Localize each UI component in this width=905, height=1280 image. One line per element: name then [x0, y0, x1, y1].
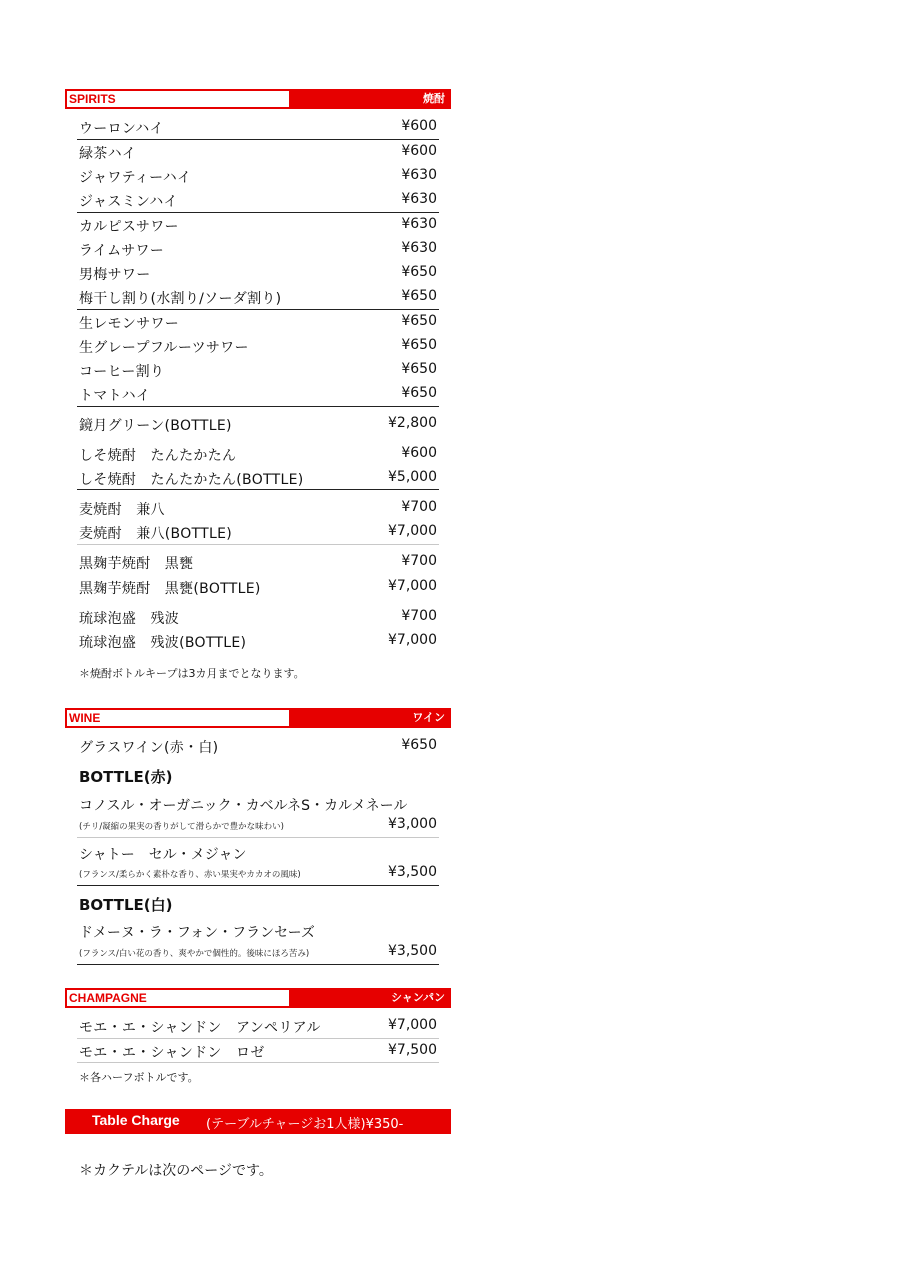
item-name: ジャスミンハイ: [79, 194, 178, 210]
item-name: 生レモンサワー: [79, 316, 180, 332]
wine-name: ドメーヌ・ラ・フォン・フランセーズ: [79, 925, 315, 941]
menu-item: [77, 335, 439, 359]
menu-item: [77, 735, 439, 759]
item-name: コーヒー割り: [79, 364, 165, 380]
menu-item: [77, 413, 439, 437]
item-price: ¥650: [401, 737, 437, 753]
menu-item: [77, 262, 439, 286]
item-name: ウーロンハイ: [79, 121, 164, 137]
item-name: 生グレープフルーツサワー: [79, 340, 249, 356]
item-price: ¥600: [401, 143, 437, 159]
item-name: カルピスサワー: [79, 219, 179, 235]
item-name: 黒麹芋焼酎 黒甕: [79, 556, 194, 572]
menu-item: [77, 165, 439, 189]
wine-title-jp: ワイン: [412, 711, 445, 724]
menu-item: [77, 1015, 439, 1039]
wine-name: シャトー セル・メジャン: [79, 847, 247, 863]
item-price: ¥7,000: [388, 632, 437, 648]
table-charge-bar: [65, 1109, 451, 1134]
item-price: ¥630: [401, 216, 437, 232]
menu-item: [77, 630, 439, 654]
item-name: 梅干し割り(水割り/ソーダ割り): [79, 291, 282, 307]
divider: [77, 544, 439, 545]
item-price: ¥2,800: [388, 415, 437, 431]
menu-item: [77, 467, 439, 491]
menu-item: [77, 551, 439, 575]
divider: [77, 964, 439, 965]
divider: [77, 212, 439, 213]
spirits-title-en: SPIRITS: [67, 91, 289, 107]
item-price: ¥630: [401, 167, 437, 183]
item-name: 鏡月グリーン(BOTTLE): [79, 418, 232, 434]
item-price: ¥7,000: [388, 523, 437, 539]
item-name: 琉球泡盛 残波: [79, 611, 180, 627]
item-name: しそ焼酎 たんたかたん(BOTTLE): [79, 472, 304, 488]
menu-item: [77, 238, 439, 262]
item-price: ¥700: [401, 608, 437, 624]
white-bottle-heading: BOTTLE(白): [79, 896, 173, 914]
item-name: ライムサワー: [79, 243, 165, 259]
menu-item: [77, 443, 439, 467]
item-name: モエ・エ・シャンドン ロゼ: [79, 1045, 265, 1061]
spirits-header: [65, 89, 451, 109]
table-charge-label: Table Charge: [92, 1112, 180, 1128]
menu-item: [77, 286, 439, 310]
divider: [77, 885, 439, 886]
menu-item: [77, 606, 439, 630]
wine-price: ¥3,500: [388, 864, 437, 880]
champagne-header: [65, 988, 451, 1008]
red-bottle-heading: BOTTLE(赤): [79, 768, 173, 786]
item-price: ¥630: [401, 191, 437, 207]
item-price: ¥7,500: [388, 1042, 437, 1058]
wine-description: (チリ/凝縮の果実の香りがして滑らかで豊かな味わい): [79, 822, 284, 832]
item-name: 麦焼酎 兼八(BOTTLE): [79, 526, 233, 542]
item-name: 緑茶ハイ: [79, 146, 137, 162]
item-price: ¥650: [401, 385, 437, 401]
item-name: トマトハイ: [79, 388, 151, 404]
divider: [77, 309, 439, 310]
item-price: ¥700: [401, 499, 437, 515]
item-name: 男梅サワー: [79, 267, 151, 283]
menu-item: [77, 383, 439, 407]
cocktail-next-page-note: ＊カクテルは次のページです。: [79, 1163, 273, 1179]
item-name: モエ・エ・シャンドン アンペリアル: [79, 1020, 321, 1036]
menu-item: [77, 521, 439, 545]
divider: [77, 1038, 439, 1039]
item-price: ¥650: [401, 288, 437, 304]
menu-item: [77, 359, 439, 383]
divider: [77, 837, 439, 838]
menu-item: [77, 189, 439, 213]
item-name: 麦焼酎 兼八: [79, 502, 165, 518]
menu-item: [77, 214, 439, 238]
item-price: ¥700: [401, 553, 437, 569]
menu-item: [77, 576, 439, 600]
item-price: ¥7,000: [388, 578, 437, 594]
divider: [77, 139, 439, 140]
champagne-note: ＊各ハーフボトルです。: [79, 1071, 199, 1084]
menu-item: [77, 497, 439, 521]
wine-description: (フランス/柔らかく素朴な香り、赤い果実やカカオの風味): [79, 870, 301, 880]
wine-name: コノスル・オーガニック・カベルネS・カルメネール: [79, 798, 408, 814]
champagne-title-en: CHAMPAGNE: [67, 990, 289, 1006]
item-name: しそ焼酎 たんたかたん: [79, 448, 237, 464]
spirits-note: ＊焼酎ボトルキープは3カ月までとなります。: [79, 667, 305, 680]
spirits-title-jp: 焼酎: [423, 92, 445, 105]
menu-item: [77, 116, 439, 140]
item-price: ¥650: [401, 264, 437, 280]
divider: [77, 1062, 439, 1063]
item-price: ¥650: [401, 313, 437, 329]
item-price: ¥630: [401, 240, 437, 256]
item-price: ¥7,000: [388, 1017, 437, 1033]
divider: [77, 489, 439, 490]
wine-header: [65, 708, 451, 728]
table-charge-detail: (テーブルチャージお1人様)¥350-: [206, 1117, 404, 1132]
champagne-title-jp: シャンパン: [390, 991, 445, 1004]
item-name: グラスワイン(赤・白): [79, 740, 219, 756]
menu-item: [77, 141, 439, 165]
item-price: ¥5,000: [388, 469, 437, 485]
item-price: ¥650: [401, 361, 437, 377]
item-name: 琉球泡盛 残波(BOTTLE): [79, 635, 247, 651]
divider: [77, 406, 439, 407]
item-price: ¥600: [401, 118, 437, 134]
menu-item: [77, 1040, 439, 1064]
wine-price: ¥3,500: [388, 943, 437, 959]
item-price: ¥600: [401, 445, 437, 461]
item-name: 黒麹芋焼酎 黒甕(BOTTLE): [79, 581, 261, 597]
item-name: ジャワティーハイ: [79, 170, 192, 186]
wine-title-en: WINE: [67, 710, 289, 726]
menu-item: [77, 311, 439, 335]
item-price: ¥650: [401, 337, 437, 353]
wine-price: ¥3,000: [388, 816, 437, 832]
wine-description: (フランス/白い花の香り、爽やかで個性的。後味にほろ苦み): [79, 949, 310, 959]
